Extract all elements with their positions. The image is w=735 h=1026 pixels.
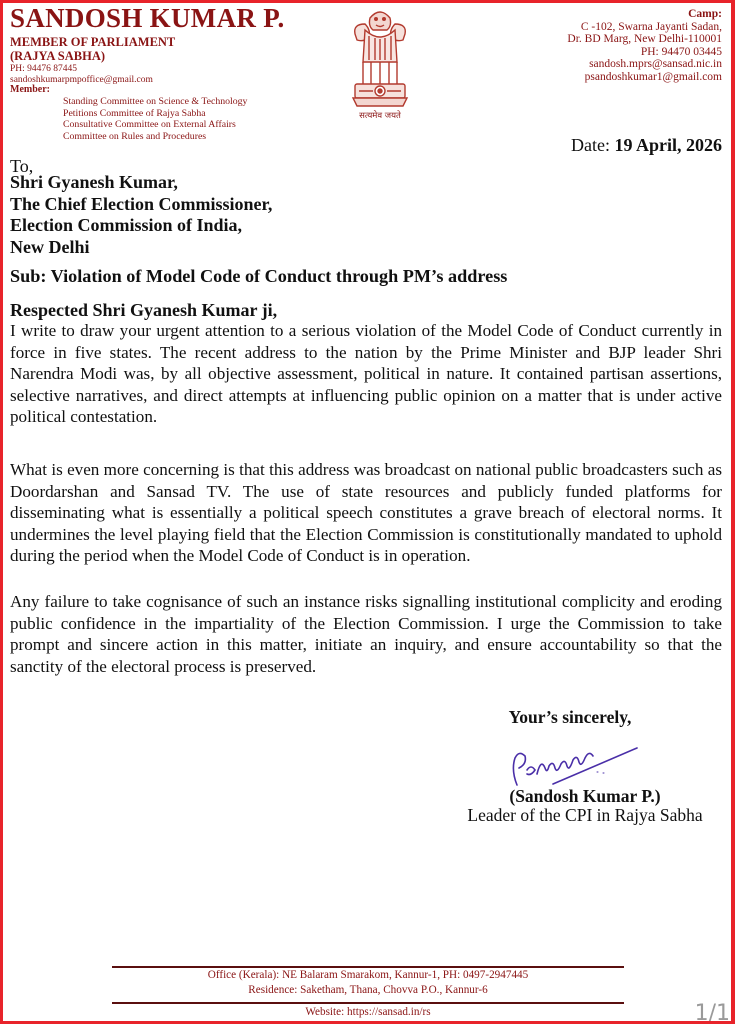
national-emblem-icon [345, 4, 415, 122]
camp-address-block [567, 8, 722, 84]
body-paragraph: I write to draw your urgent attention to a serious violation of the Model Code of Conduct currently in force in five states. The recent address to the nation by the Prime Minister and BJP leader Shri Narendra Modi was, by all objective assessment, political in nature. It contained partisan assertions, selective narratives, and direct attempts at influencing public opinion on a matter that is under active political contestation. [10, 321, 722, 427]
letterhead-role: MEMBER OF PARLIAMENT [10, 35, 176, 49]
addressee-line: The Chief Election Commissioner, [10, 193, 273, 214]
addressee-line: Election Commission of India, [10, 215, 243, 235]
letter-closing: Your’s sincerely, [508, 707, 632, 727]
camp-phone: PH: 94470 03445 [640, 45, 722, 58]
signatory-name: (Sandosh Kumar P.) [509, 786, 661, 806]
letter-date [571, 135, 722, 156]
camp-email-official: sandosh.mprs@sansad.nic.in [589, 58, 722, 71]
addressee-line: New Delhi [10, 236, 90, 257]
addressee-line: Shri Gyanesh Kumar, [10, 172, 178, 192]
letterhead-email: sandoshkumarpmpoffice@gmail.com [10, 75, 153, 85]
camp-address-line2: Dr. BD Marg, New Delhi-110001 [567, 33, 722, 46]
signatory-title: Leader of the CPI in Rajya Sabha [467, 805, 703, 825]
camp-label: Camp: [688, 8, 722, 20]
date-value: 19 April, 2026 [614, 135, 722, 155]
handwritten-signature-icon [497, 740, 642, 790]
body-paragraph: What is even more concerning is that this address was broadcast on national public broadcasters such as Doordarshan and Sansad TV. The use of state resources and publicly funded platforms for disseminating what is essentially a political speech constitutes a grave breach of electoral norms. It undermines the level playing field that the Election Commission is constitutionally mandated to uphold during the period when the Model Code of Conduct is in operation. [10, 460, 722, 566]
footer-website: Website: https://sansad.in/rs [305, 1006, 431, 1018]
footer-divider-bottom [112, 1002, 624, 1004]
camp-address-line1: C -102, Swarna Jayanti Sadan, [580, 20, 722, 33]
letterhead-house: (RAJYA SABHA) [10, 49, 106, 63]
committee-item: Consultative Committee on External Affairs [63, 119, 236, 130]
addressee-block [10, 172, 272, 258]
committee-item: Committee on Rules and Procedures [63, 130, 207, 142]
letter-salutation: Respected Shri Gyanesh Kumar ji, [10, 300, 278, 320]
emblem-motto: सत्यमेव जयते [359, 111, 401, 121]
camp-email-personal: psandoshkumar1@gmail.com [584, 70, 722, 83]
footer-divider-top [112, 966, 624, 968]
to-label: To, [10, 156, 34, 176]
committee-item: Petitions Committee of Rajya Sabha [63, 107, 206, 119]
date-label: Date: [571, 135, 610, 155]
body-paragraph: Any failure to take cognisance of such an instance risks signalling institutional complicity and eroding public confidence in the impartiality of the Election Commission. I urge the Commission to take prompt and sincere action in this matter, initiate an inquiry, and ensure accountability so that the sanctity of the electoral process is preserved. [10, 592, 722, 676]
letterhead-name: SANDOSH KUMAR P. [10, 3, 285, 33]
committee-list [63, 96, 247, 142]
page-indicator: 1/1 [694, 1001, 730, 1026]
footer-residence: Residence: Saketham, Thana, Chovva P.O., Kannur-6 [248, 984, 488, 996]
member-label: Member: [10, 84, 50, 95]
committee-item: Standing Committee on Science & Technology [63, 96, 248, 107]
letterhead-phone: PH: 94476 87445 [10, 64, 78, 74]
footer-office: Office (Kerala): NE Balaram Smarakom, Kannur-1, PH: 0497-2947445 [207, 969, 529, 981]
letter-subject: Sub: Violation of Model Code of Conduct through PM’s address [10, 266, 508, 286]
